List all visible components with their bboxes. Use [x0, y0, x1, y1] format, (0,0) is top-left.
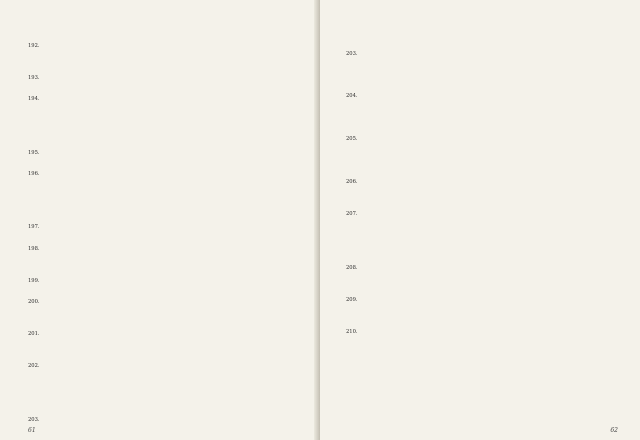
entry-continuation-line — [28, 201, 306, 212]
entry-continuation-line — [28, 126, 306, 137]
entry-number: 203. — [346, 50, 358, 57]
entry-number: 203. — [28, 416, 40, 423]
entry-number: 192. — [28, 42, 40, 49]
entry-continuation-line — [346, 81, 622, 92]
entry-continuation-line — [346, 59, 622, 70]
entry-line — [28, 169, 306, 180]
entry-number: 197. — [28, 224, 40, 231]
left-entries — [28, 30, 306, 440]
entry-continuation-line — [28, 62, 306, 73]
entry-continuation-line — [28, 340, 306, 351]
entry-number: 201. — [28, 331, 40, 338]
entry-continuation-line — [28, 404, 306, 415]
entry-line — [28, 73, 306, 84]
right-page-number: 62 — [610, 427, 618, 434]
entry-continuation-line — [346, 284, 622, 295]
entry-line — [346, 134, 622, 145]
entry-line — [346, 209, 622, 220]
entry-number: 206. — [346, 178, 358, 185]
entry-number: 195. — [28, 149, 40, 156]
entry-continuation-line — [28, 51, 306, 62]
entry-number: 196. — [28, 171, 40, 177]
entry-continuation-line — [28, 308, 306, 319]
entry-continuation-line — [28, 233, 306, 244]
entry-continuation-line — [28, 30, 306, 41]
entry-continuation-line — [28, 265, 306, 276]
entry-number: 208. — [346, 264, 358, 271]
entry-line — [28, 329, 306, 340]
entry-continuation-line — [346, 166, 622, 177]
entry-continuation-line — [346, 198, 622, 209]
entry-line — [28, 41, 306, 52]
entry-line — [346, 91, 622, 102]
entry-number: 204. — [346, 93, 358, 100]
entry-line — [28, 148, 306, 159]
entry-continuation-line — [346, 337, 622, 348]
entry-continuation-line — [346, 102, 622, 113]
entry-number: 207. — [346, 211, 358, 218]
entry-continuation-line — [346, 188, 622, 199]
entry-continuation-line — [346, 241, 622, 252]
entry-number: 202. — [28, 363, 40, 370]
entry-continuation-line — [346, 156, 622, 167]
entry-continuation-line — [28, 319, 306, 330]
entry-continuation-line — [346, 252, 622, 263]
entry-continuation-line — [346, 145, 622, 156]
entry-number: 209. — [346, 296, 358, 303]
entry-continuation-line — [28, 105, 306, 116]
entry-continuation-line — [346, 305, 622, 316]
entry-line — [346, 177, 622, 188]
entry-continuation-line — [28, 426, 306, 437]
entry-continuation-line — [28, 158, 306, 169]
entry-continuation-line — [346, 70, 622, 81]
entry-continuation-line — [346, 316, 622, 327]
entry-continuation-line — [346, 273, 622, 284]
left-page-number: 61 — [28, 427, 36, 434]
entry-continuation-line — [28, 83, 306, 94]
entry-line — [346, 263, 622, 274]
right-page — [320, 0, 640, 440]
entry-number: 210. — [346, 328, 358, 335]
entry-continuation-line — [28, 180, 306, 191]
entry-continuation-line — [28, 116, 306, 127]
entry-line — [346, 327, 622, 338]
entry-line — [346, 295, 622, 306]
entry-continuation-line — [28, 383, 306, 394]
entry-continuation-line — [28, 394, 306, 405]
entry-continuation-line — [28, 372, 306, 383]
entry-number: 200. — [28, 299, 40, 306]
right-entries — [346, 38, 622, 348]
entry-line — [28, 222, 306, 233]
entry-line — [28, 276, 306, 287]
entry-continuation-line — [346, 38, 622, 49]
entry-continuation-line — [28, 351, 306, 362]
entry-line — [346, 49, 622, 60]
entry-number: 193. — [28, 74, 40, 81]
entry-continuation-line — [346, 220, 622, 231]
entry-continuation-line — [28, 287, 306, 298]
entry-continuation-line — [346, 113, 622, 124]
entry-number: 198. — [28, 245, 40, 252]
entry-line — [28, 361, 306, 372]
entry-continuation-line — [346, 124, 622, 135]
entry-continuation-line — [28, 190, 306, 201]
entry-continuation-line — [346, 230, 622, 241]
entry-continuation-line — [28, 212, 306, 223]
entry-continuation-line — [28, 255, 306, 266]
entry-continuation-line — [28, 436, 306, 440]
entry-number: 199. — [28, 277, 40, 284]
entry-line — [28, 415, 306, 426]
entry-number: 194. — [28, 96, 40, 103]
entry-continuation-line — [28, 137, 306, 148]
entry-number: 205. — [346, 136, 358, 143]
entry-line — [28, 244, 306, 255]
entry-line — [28, 297, 306, 308]
entry-line — [28, 94, 306, 105]
